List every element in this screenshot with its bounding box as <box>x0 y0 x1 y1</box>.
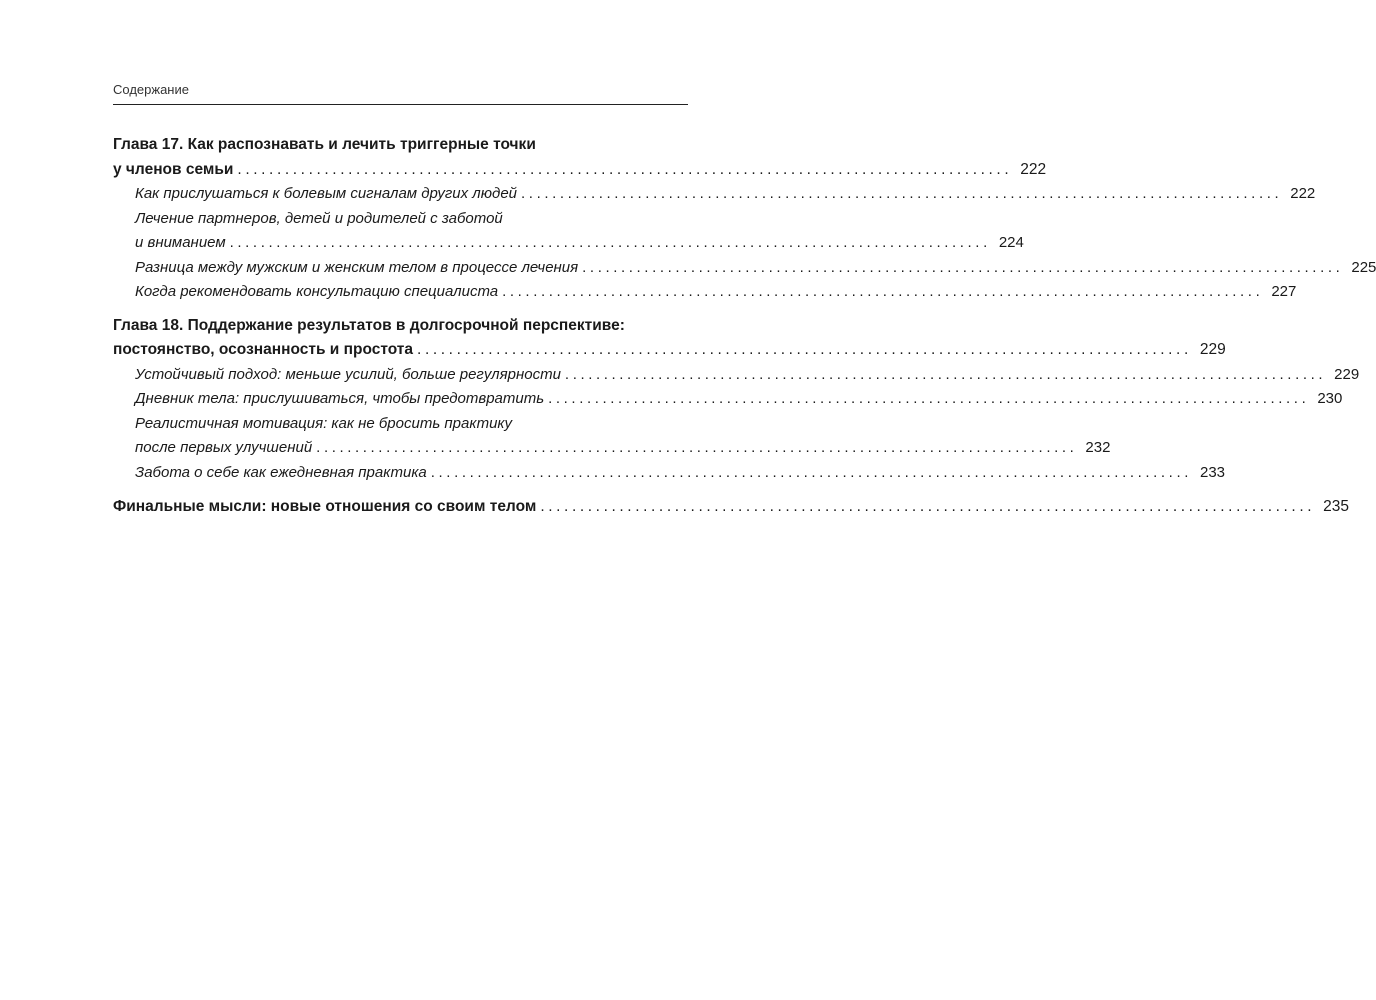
page-number: 230 <box>1317 390 1343 407</box>
toc-section[interactable] <box>113 256 1376 281</box>
page-number: 229 <box>1199 341 1226 358</box>
page-number: 222 <box>1020 160 1047 178</box>
toc-section[interactable] <box>113 461 1226 486</box>
page-number: 227 <box>1271 283 1297 300</box>
section-title: Устойчивый подход: меньше усилий, больше регулярности <box>135 365 561 383</box>
section-title: Как прислушаться к болевым сигналам других людей <box>135 185 518 202</box>
section-title: Дневник тела: прислушиваться, чтобы предотвратить <box>135 390 545 407</box>
chapter-title: Глава 18. Поддержание результатов в долгосрочной перспективе: <box>113 316 625 334</box>
toc-section[interactable] <box>113 182 1316 207</box>
dot-leader: .................................................................................................. <box>540 498 1316 515</box>
header-rule <box>113 104 688 105</box>
toc-section[interactable] <box>113 363 1360 388</box>
table-of-contents <box>113 133 1376 520</box>
section-title: после первых улучшений <box>135 439 313 456</box>
dot-leader: .................................................................................................. <box>582 258 1344 276</box>
chapter-title: Глава 17. Как распознавать и лечить триггерные точки <box>113 136 536 153</box>
page-number: 225 <box>1351 258 1376 276</box>
toc-section[interactable] <box>113 280 1297 305</box>
toc-chapter-17[interactable] <box>113 133 1047 182</box>
dot-leader: .................................................................................................. <box>502 283 1264 300</box>
dot-leader: .................................................................................................. <box>548 390 1310 407</box>
dot-leader: .................................................................................................. <box>229 234 991 251</box>
page-number: 224 <box>998 234 1024 251</box>
toc-final-thoughts[interactable] <box>113 495 1350 520</box>
chapter-title: у членов семьи <box>113 160 234 178</box>
dot-leader: .................................................................................................. <box>564 365 1327 383</box>
dot-leader: .................................................................................................. <box>237 160 1013 178</box>
toc-section[interactable] <box>113 412 1111 461</box>
toc-section[interactable] <box>113 387 1343 412</box>
section-title: Лечение партнеров, детей и родителей с заботой <box>135 209 503 227</box>
page-number: 229 <box>1334 365 1360 383</box>
page-number: 232 <box>1085 439 1111 456</box>
page-number: 235 <box>1323 498 1350 515</box>
page-number: 222 <box>1290 185 1316 202</box>
page-number: 233 <box>1199 463 1226 481</box>
dot-leader: .................................................................................................. <box>430 463 1192 481</box>
section-title: Разница между мужским и женским телом в процессе лечения <box>135 258 579 276</box>
dot-leader: .................................................................................................. <box>316 439 1078 456</box>
section-title: и вниманием <box>135 234 226 251</box>
chapter-title: Финальные мысли: новые отношения со своим телом <box>113 498 537 515</box>
section-title: Когда рекомендовать консультацию специалиста <box>135 283 499 300</box>
section-title: Забота о себе как ежедневная практика <box>135 463 427 481</box>
section-title: Реалистичная мотивация: как не бросить практику <box>135 414 512 432</box>
chapter-title: постоянство, осознанность и простота <box>113 341 414 358</box>
running-header: Содержание <box>113 82 189 97</box>
toc-chapter-18[interactable] <box>113 314 1226 363</box>
dot-leader: .................................................................................................. <box>521 185 1283 202</box>
dot-leader: .................................................................................................. <box>417 341 1192 358</box>
toc-section[interactable] <box>113 207 1024 256</box>
